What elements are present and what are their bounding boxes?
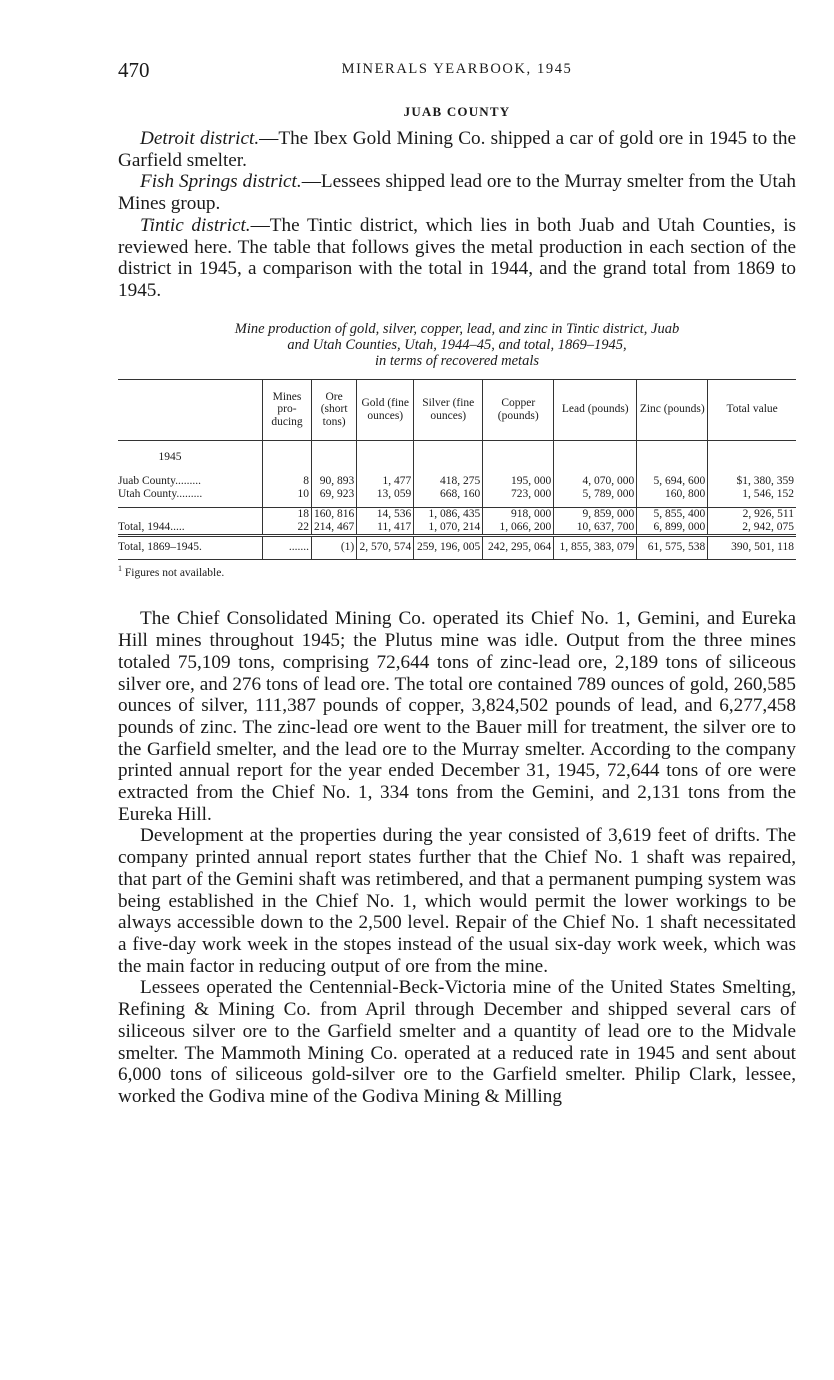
table-cell: (1) bbox=[312, 535, 357, 559]
table-cell: 259, 196, 005 bbox=[414, 535, 483, 559]
table-cell bbox=[312, 440, 357, 475]
row-label: Utah County......... bbox=[118, 487, 203, 500]
col-mines-header: Mines pro- ducing bbox=[263, 379, 312, 440]
row-label: Juab County......... bbox=[118, 474, 201, 487]
table-cell: 214, 467 bbox=[312, 521, 357, 536]
footnote-text: Figures not available. bbox=[124, 566, 225, 579]
table-cell: 10, 637, 700 bbox=[554, 521, 637, 536]
district-paragraph-fish-springs bbox=[118, 171, 796, 214]
table-row-subtotal-1945 bbox=[118, 507, 796, 521]
district-name: Tintic district. bbox=[140, 214, 251, 236]
table-cell: 11, 417 bbox=[357, 521, 414, 536]
table-cell: 723, 000 bbox=[483, 488, 554, 501]
table-cell: 160, 800 bbox=[637, 488, 708, 501]
row-label-text: Total, 1944 bbox=[118, 520, 171, 533]
table-footnote bbox=[118, 564, 796, 579]
col-total-header: Total value bbox=[708, 379, 796, 440]
table-cell: 1, 477 bbox=[357, 475, 414, 488]
running-title: MINERALS YEARBOOK, 1945 bbox=[341, 61, 573, 77]
table-cell: 18 bbox=[263, 507, 312, 521]
table-cell: 1, 546, 152 bbox=[708, 488, 796, 501]
table-cell: 5, 855, 400 bbox=[637, 507, 708, 521]
table-row-total-1944 bbox=[118, 521, 796, 536]
table-cell bbox=[708, 440, 796, 475]
production-table bbox=[118, 379, 796, 560]
table-row-juab bbox=[118, 475, 796, 488]
table-cell: 1, 086, 435 bbox=[414, 507, 483, 521]
table-cell bbox=[637, 440, 708, 475]
row-label: Total, 1944..... bbox=[118, 520, 185, 533]
district-paragraph-tintic bbox=[118, 215, 796, 302]
district-text: —The Tintic district, which lies in both Juab and Utah Counties, is reviewed here. The table that follows gives the metal production in each section of the district in 1945, a comparison with the total in 1944, and the grand total from 1869 to 1945. bbox=[118, 214, 796, 301]
table-cell: 69, 923 bbox=[312, 488, 357, 501]
table-cell: 1, 855, 383, 079 bbox=[554, 535, 637, 559]
table-caption bbox=[118, 321, 796, 369]
table-cell: 8 bbox=[263, 475, 312, 488]
caption-line: in terms of recovered metals bbox=[374, 352, 540, 369]
page-number: 470 bbox=[118, 58, 150, 82]
table-cell: 2, 942, 075 bbox=[708, 521, 796, 536]
row-label bbox=[118, 507, 263, 521]
district-text: —Lessees shipped lead ore to the Murray smelter from the Utah Mines group. bbox=[118, 171, 796, 215]
table-cell: 22 bbox=[263, 521, 312, 536]
district-text: —The Ibex Gold Mining Co. shipped a car of gold ore in 1945 to the Garfield smelter. bbox=[118, 128, 796, 171]
body-paragraph-chief-consolidated: The Chief Consolidated Mining Co. operated its Chief No. 1, Gemini, and Eureka Hill mines throughout 1945; the Plutus mine was idle. Output from the three mines totaled 75,109 tons, comprising 72,644 tons of zinc-lead ore, 2,189 tons of siliceous silver ore, and 276 tons of lead ore. The total ore contained 789 ounces of gold, 260,585 ounces of silver, 111,387 pounds of copper, 3,824,502 pounds of lead, and 6,277,458 pounds of zinc. The zinc-lead ore went to the Bauer mill for treatment, the silver ore to the Garfield smelter, and the lead ore to the Murray smelter. According to the company printed annual report for the year ended December 31, 1945, 72,644 tons of ore were extracted from the Chief No. 1, 334 tons from the Gemini, and 2,131 tons from the Eureka Hill. bbox=[118, 608, 796, 825]
table-cell: 90, 893 bbox=[312, 475, 357, 488]
table-cell: 6, 899, 000 bbox=[637, 521, 708, 536]
caption-line: and Utah Counties, Utah, 1944–45, and total, 1869–1945, bbox=[287, 336, 627, 353]
table-cell: 242, 295, 064 bbox=[483, 535, 554, 559]
page bbox=[118, 52, 796, 1108]
table-cell: 2, 570, 574 bbox=[357, 535, 414, 559]
table-cell: $1, 380, 359 bbox=[708, 475, 796, 488]
body-paragraph-lessees: Lessees operated the Centennial-Beck-Victoria mine of the United States Smelting, Refining & Mining Co. from April through December and shipped several cars of siliceous silver ore to the Garfield smelter and a quantity of lead ore to the Midvale smelter. The Mammoth Mining Co. operated at a reduced rate in 1945 and sent about 6,000 tons of siliceous gold-silver ore to the Garfield smelter. Philip Clark, lessee, worked the Godiva mine of the Godiva Mining & Milling bbox=[118, 977, 796, 1107]
body-paragraph-development: Development at the properties during the year consisted of 3,619 feet of drifts. The company printed annual report states further that the Chief No. 1 shaft was repaired, that part of the Gemini shaft was retimbered, and that a permanent pumping system was being established in the Chief No. 1, which would permit the lower workings to be always accessible down to the 2,500 level. Repair of the Chief No. 1 shaft necessitated a five-day work week in the stopes instead of the usual six-day work week, which was the main factor in reducing output of ore from the mine. bbox=[118, 825, 796, 977]
table-cell: ....... bbox=[263, 535, 312, 559]
table-row-grand-total bbox=[118, 535, 796, 559]
table-cell: 668, 160 bbox=[414, 488, 483, 501]
table-cell: 14, 536 bbox=[357, 507, 414, 521]
year-row bbox=[118, 440, 796, 475]
district-name: Detroit district. bbox=[140, 128, 260, 149]
table-cell: 4, 070, 000 bbox=[554, 475, 637, 488]
section-title: JUAB COUNTY bbox=[403, 104, 511, 119]
stub-header bbox=[118, 379, 263, 440]
caption-line: Mine production of gold, silver, copper, lead, and zinc in Tintic district, Juab bbox=[234, 320, 680, 337]
page-header bbox=[118, 52, 796, 82]
col-gold-header: Gold (fine ounces) bbox=[357, 379, 414, 440]
table-row-utah bbox=[118, 488, 796, 501]
row-label-text: Total, 1869–1945 bbox=[118, 541, 199, 554]
year-label: 1945 bbox=[158, 451, 182, 464]
col-zinc-header: Zinc (pounds) bbox=[637, 379, 708, 440]
table-cell: 1, 066, 200 bbox=[483, 521, 554, 536]
table-cell: 918, 000 bbox=[483, 507, 554, 521]
table-cell: 5, 789, 000 bbox=[554, 488, 637, 501]
footnote-mark: 1 bbox=[118, 563, 122, 573]
table-cell: 1, 070, 214 bbox=[414, 521, 483, 536]
table-cell: 61, 575, 538 bbox=[637, 535, 708, 559]
col-copper-header: Copper (pounds) bbox=[483, 379, 554, 440]
row-label: Total, 1869–1945. bbox=[118, 535, 263, 559]
table-header-row bbox=[118, 379, 796, 440]
col-ore-header: Ore (short tons) bbox=[312, 379, 357, 440]
table-cell: 9, 859, 000 bbox=[554, 507, 637, 521]
table-cell: 390, 501, 118 bbox=[708, 535, 796, 559]
table-cell: 10 bbox=[263, 488, 312, 501]
table-cell: 195, 000 bbox=[483, 475, 554, 488]
table-cell bbox=[554, 440, 637, 475]
table-cell: 5, 694, 600 bbox=[637, 475, 708, 488]
table-end-rule bbox=[118, 559, 796, 560]
table-cell bbox=[357, 440, 414, 475]
table-cell bbox=[483, 440, 554, 475]
col-silver-header: Silver (fine ounces) bbox=[414, 379, 483, 440]
col-lead-header: Lead (pounds) bbox=[554, 379, 637, 440]
table-cell: 13, 059 bbox=[357, 488, 414, 501]
table-cell: 2, 926, 511 bbox=[708, 507, 796, 521]
table-cell bbox=[414, 440, 483, 475]
row-label-text: Utah County bbox=[118, 487, 177, 500]
table-cell: 418, 275 bbox=[414, 475, 483, 488]
table-cell bbox=[263, 440, 312, 475]
district-paragraph-detroit bbox=[118, 128, 796, 171]
district-name: Fish Springs district. bbox=[140, 171, 302, 193]
row-label-text: Juab County bbox=[118, 474, 176, 487]
table-cell: 160, 816 bbox=[312, 507, 357, 521]
